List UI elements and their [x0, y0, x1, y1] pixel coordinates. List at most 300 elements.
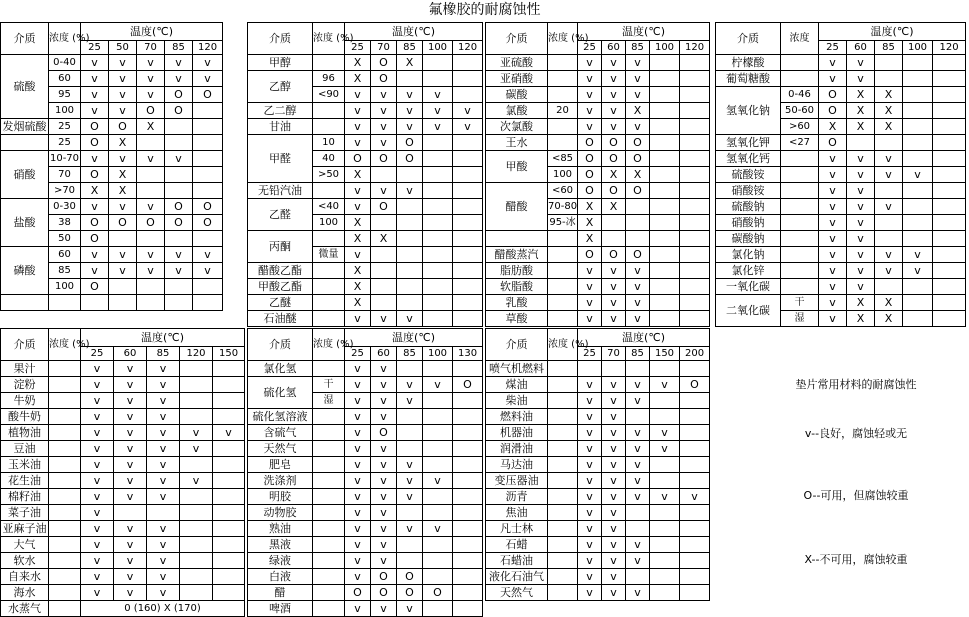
- rating-cell: [933, 215, 966, 231]
- rating-cell: v: [578, 409, 602, 425]
- rating-cell: v: [114, 585, 147, 601]
- rating-cell: [626, 361, 650, 377]
- concentration-value: [313, 103, 345, 119]
- rating-cell: v: [147, 361, 180, 377]
- rating-cell: [680, 103, 710, 119]
- table-row: [1, 553, 245, 569]
- corrosion-table-3: [485, 22, 710, 327]
- concentration-value: [49, 377, 81, 393]
- rating-cell: [453, 425, 483, 441]
- rating-cell: [180, 393, 213, 409]
- concentration-value: [313, 409, 345, 425]
- rating-cell: [453, 537, 483, 553]
- header-temp-2: 85: [147, 347, 180, 361]
- rating-cell: [933, 119, 966, 135]
- concentration-value: [548, 71, 578, 87]
- rating-cell: [165, 167, 193, 183]
- rating-cell: v: [137, 151, 165, 167]
- concentration-value: [49, 537, 81, 553]
- rating-cell: [680, 183, 710, 199]
- rating-cell: X: [847, 119, 875, 135]
- rating-cell: [397, 505, 423, 521]
- rating-cell: v: [371, 441, 397, 457]
- concentration-value: [548, 231, 578, 247]
- rating-cell: [165, 231, 193, 247]
- rating-cell: [453, 167, 483, 183]
- rating-cell: [147, 505, 180, 521]
- header-temp-4: 200: [680, 347, 710, 361]
- rating-cell: v: [147, 473, 180, 489]
- medium-name: 王水: [486, 135, 548, 151]
- rating-cell: v: [371, 601, 397, 617]
- rating-cell: v: [626, 585, 650, 601]
- concentration-value: 湿: [313, 393, 345, 409]
- table-row: [1, 135, 223, 151]
- rating-cell: v: [847, 263, 875, 279]
- medium-name: 大气: [1, 537, 49, 553]
- table-row: [1, 425, 245, 441]
- rating-cell: [933, 295, 966, 311]
- rating-cell: O: [371, 55, 397, 71]
- header-temp-4: 130: [453, 347, 483, 361]
- rating-cell: v: [602, 87, 626, 103]
- corrosion-table-1: [0, 22, 223, 311]
- rating-cell: v: [137, 55, 165, 71]
- rating-cell: [680, 457, 710, 473]
- rating-cell: [933, 199, 966, 215]
- table-row: [716, 87, 966, 103]
- medium-name: 柴油: [486, 393, 548, 409]
- medium-name: 硫化氢溶液: [248, 409, 313, 425]
- rating-cell: v: [345, 569, 371, 585]
- rating-cell: [114, 505, 147, 521]
- concentration-value: >60: [781, 119, 819, 135]
- table-row: [486, 103, 710, 119]
- rating-cell: [650, 135, 680, 151]
- header-concentration: 浓度 (%): [548, 23, 578, 55]
- concentration-value: 100: [49, 103, 81, 119]
- rating-cell: [137, 183, 165, 199]
- rating-cell: v: [371, 103, 397, 119]
- rating-cell: v: [371, 377, 397, 393]
- rating-cell: X: [602, 167, 626, 183]
- rating-cell: [81, 295, 109, 311]
- rating-cell: [137, 167, 165, 183]
- rating-cell: v: [180, 441, 213, 457]
- table-row: [716, 71, 966, 87]
- header-medium: 介质: [248, 329, 313, 361]
- concentration-value: [49, 553, 81, 569]
- rating-cell: v: [345, 489, 371, 505]
- header-temperature: 温度(℃): [345, 23, 483, 41]
- rating-cell: [453, 71, 483, 87]
- rating-cell: O: [193, 199, 223, 215]
- rating-cell: [423, 489, 453, 505]
- medium-name: 自来水: [1, 569, 49, 585]
- concentration-value: [49, 585, 81, 601]
- table-row: [716, 295, 966, 311]
- rating-cell: X: [345, 279, 371, 295]
- header-temperature: 温度(℃): [819, 23, 966, 41]
- rating-cell: v: [81, 489, 114, 505]
- rating-cell: v: [114, 521, 147, 537]
- concentration-value: [313, 553, 345, 569]
- table-row: [248, 505, 483, 521]
- rating-cell: [165, 183, 193, 199]
- medium-name: 黑液: [248, 537, 313, 553]
- rating-cell: v: [345, 377, 371, 393]
- concentration-value: [49, 473, 81, 489]
- rating-cell: v: [345, 601, 371, 617]
- header-temp-1: 60: [114, 347, 147, 361]
- rating-cell: [213, 457, 245, 473]
- medium-name: [1, 295, 49, 311]
- rating-cell: v: [81, 263, 109, 279]
- rating-cell: v: [819, 231, 847, 247]
- concentration-value: [313, 119, 345, 135]
- rating-cell: X: [847, 311, 875, 327]
- rating-cell: [423, 183, 453, 199]
- rating-cell: v: [578, 71, 602, 87]
- rating-cell: v: [903, 167, 933, 183]
- rating-cell: v: [626, 457, 650, 473]
- table-row: [1, 247, 223, 263]
- rating-cell: v: [114, 489, 147, 505]
- rating-cell: [193, 151, 223, 167]
- header-concentration: 浓度: [781, 23, 819, 55]
- concentration-value: [313, 489, 345, 505]
- rating-cell: v: [114, 457, 147, 473]
- header-concentration: 浓度 (%): [313, 329, 345, 361]
- medium-name: 机器油: [486, 425, 548, 441]
- concentration-value: [313, 473, 345, 489]
- medium-name: 硝酸钠: [716, 215, 781, 231]
- medium-name: 甲酸: [486, 151, 548, 183]
- concentration-value: <40: [313, 199, 345, 215]
- rating-cell: [453, 55, 483, 71]
- table-row: [248, 601, 483, 617]
- table-row: [716, 247, 966, 263]
- rating-cell: [680, 247, 710, 263]
- rating-cell: [453, 279, 483, 295]
- table-row: [248, 279, 483, 295]
- medium-name: 醋酸蒸汽: [486, 247, 548, 263]
- rating-cell: v: [578, 457, 602, 473]
- concentration-value: 干: [781, 295, 819, 311]
- rating-cell: [903, 215, 933, 231]
- rating-cell: [453, 553, 483, 569]
- rating-cell: [680, 151, 710, 167]
- rating-cell: O: [626, 183, 650, 199]
- table-row: [1, 199, 223, 215]
- concentration-value: [313, 311, 345, 327]
- rating-cell: X: [81, 183, 109, 199]
- legend: [744, 328, 968, 616]
- rating-cell: [109, 231, 137, 247]
- medium-name: 葡萄糖酸: [716, 71, 781, 87]
- rating-cell: [423, 167, 453, 183]
- rating-cell: v: [147, 409, 180, 425]
- rating-cell: v: [165, 151, 193, 167]
- rating-cell: O: [165, 215, 193, 231]
- rating-cell: v: [602, 409, 626, 425]
- rating-cell: v: [602, 103, 626, 119]
- rating-cell: v: [371, 361, 397, 377]
- rating-cell: [423, 601, 453, 617]
- rating-cell: X: [345, 263, 371, 279]
- medium-name: 玉米油: [1, 457, 49, 473]
- rating-cell: v: [81, 87, 109, 103]
- rating-cell: [903, 311, 933, 327]
- rating-cell: [650, 457, 680, 473]
- rating-cell: [180, 569, 213, 585]
- rating-cell: v: [819, 55, 847, 71]
- medium-name: 甲醇: [248, 55, 313, 71]
- rating-cell: v: [213, 425, 245, 441]
- concentration-value: [548, 569, 578, 585]
- rating-cell: [680, 311, 710, 327]
- header-temp-3: 100: [903, 41, 933, 55]
- rating-cell: v: [81, 569, 114, 585]
- rating-cell: v: [114, 537, 147, 553]
- medium-name: 氯化氢: [248, 361, 313, 377]
- rating-cell: v: [626, 393, 650, 409]
- rating-cell: [397, 167, 423, 183]
- rating-cell: v: [626, 537, 650, 553]
- medium-name: 凡士林: [486, 521, 548, 537]
- rating-cell: v: [109, 103, 137, 119]
- rating-cell: v: [397, 87, 423, 103]
- medium-name: 亚硝酸: [486, 71, 548, 87]
- table-row: [248, 311, 483, 327]
- rating-cell: [397, 247, 423, 263]
- rating-cell: [650, 585, 680, 601]
- rating-cell: [650, 361, 680, 377]
- medium-name: 硫酸: [1, 55, 49, 119]
- rating-cell: v: [847, 151, 875, 167]
- rating-cell: v: [397, 103, 423, 119]
- header-temp-2: 85: [875, 41, 903, 55]
- rating-cell: v: [423, 521, 453, 537]
- table-row: [486, 473, 710, 489]
- rating-cell: [650, 167, 680, 183]
- medium-name: 啤酒: [248, 601, 313, 617]
- medium-name: 软水: [1, 553, 49, 569]
- rating-cell: v: [137, 247, 165, 263]
- rating-cell: v: [847, 279, 875, 295]
- concentration-value: 100: [49, 279, 81, 295]
- rating-cell: [626, 521, 650, 537]
- rating-cell: [650, 295, 680, 311]
- rating-cell: X: [578, 231, 602, 247]
- rating-cell: [193, 231, 223, 247]
- rating-cell: [453, 489, 483, 505]
- rating-cell: [453, 87, 483, 103]
- medium-name: 煤油: [486, 377, 548, 393]
- rating-cell: v: [626, 263, 650, 279]
- rating-cell: v: [345, 553, 371, 569]
- rating-cell: [650, 553, 680, 569]
- rating-cell: v: [875, 167, 903, 183]
- table-row: [248, 263, 483, 279]
- rating-cell: [397, 537, 423, 553]
- concentration-value: [49, 489, 81, 505]
- rating-cell: [397, 279, 423, 295]
- rating-cell: [423, 425, 453, 441]
- table-row: [248, 553, 483, 569]
- table-row: [1, 537, 245, 553]
- rating-cell: v: [147, 377, 180, 393]
- rating-cell: O: [345, 585, 371, 601]
- medium-name: 乙醇: [248, 71, 313, 103]
- rating-cell: [213, 441, 245, 457]
- rating-cell: v: [847, 199, 875, 215]
- medium-name: 含硫气: [248, 425, 313, 441]
- rating-cell: v: [114, 393, 147, 409]
- medium-name: 液化石油气: [486, 569, 548, 585]
- rating-cell: v: [81, 441, 114, 457]
- rating-cell: [193, 103, 223, 119]
- rating-cell: [213, 521, 245, 537]
- rating-cell: v: [602, 55, 626, 71]
- rating-cell: [453, 441, 483, 457]
- concentration-value: [781, 279, 819, 295]
- table-row: [1, 489, 245, 505]
- rating-cell: v: [397, 393, 423, 409]
- medium-name: 乙二醇: [248, 103, 313, 119]
- header-temp-0: 25: [578, 347, 602, 361]
- medium-name: 二氧化碳: [716, 295, 781, 327]
- rating-cell: v: [345, 135, 371, 151]
- rating-cell: [180, 521, 213, 537]
- rating-cell: X: [875, 103, 903, 119]
- header-temp-3: 85: [165, 41, 193, 55]
- rating-cell: [602, 215, 626, 231]
- rating-cell: v: [81, 55, 109, 71]
- rating-cell: v: [345, 119, 371, 135]
- concentration-value: [548, 279, 578, 295]
- medium-name: 石蜡油: [486, 553, 548, 569]
- rating-cell: O: [137, 215, 165, 231]
- rating-cell: [371, 295, 397, 311]
- rating-cell: v: [819, 279, 847, 295]
- concentration-value: [548, 537, 578, 553]
- rating-cell: [423, 71, 453, 87]
- medium-name: 沥青: [486, 489, 548, 505]
- concentration-value: 0-30: [49, 199, 81, 215]
- rating-cell: v: [114, 377, 147, 393]
- table-row: [248, 473, 483, 489]
- rating-cell: O: [819, 103, 847, 119]
- rating-cell: O: [453, 377, 483, 393]
- rating-cell: v: [578, 295, 602, 311]
- rating-cell: [397, 71, 423, 87]
- header-concentration: 浓度 (%): [313, 23, 345, 55]
- rating-cell: [650, 311, 680, 327]
- rating-cell: [137, 295, 165, 311]
- rating-cell: O: [165, 199, 193, 215]
- medium-name: 醋酸: [486, 183, 548, 231]
- rating-cell: O: [345, 151, 371, 167]
- rating-cell: [423, 361, 453, 377]
- rating-cell: X: [345, 55, 371, 71]
- medium-name: 柠檬酸: [716, 55, 781, 71]
- medium-name: 硫酸铵: [716, 167, 781, 183]
- concentration-value: [49, 569, 81, 585]
- concentration-value: 25: [49, 135, 81, 151]
- medium-name: 草酸: [486, 311, 548, 327]
- rating-cell: O: [81, 135, 109, 151]
- rating-cell: v: [578, 377, 602, 393]
- rating-cell: [423, 457, 453, 473]
- table-row: [248, 409, 483, 425]
- table-row: [248, 489, 483, 505]
- rating-cell: [650, 247, 680, 263]
- rating-cell: [903, 119, 933, 135]
- rating-cell: O: [371, 71, 397, 87]
- header-temp-0: 25: [819, 41, 847, 55]
- concentration-value: <90: [313, 87, 345, 103]
- rating-cell: v: [81, 553, 114, 569]
- rating-cell: [180, 585, 213, 601]
- table-row: [248, 295, 483, 311]
- rating-cell: O: [819, 135, 847, 151]
- medium-name: 硫化氢: [248, 377, 313, 409]
- rating-cell: v: [81, 393, 114, 409]
- header-temperature: 温度(℃): [578, 329, 710, 347]
- rating-cell: [650, 183, 680, 199]
- rating-cell: [933, 279, 966, 295]
- rating-cell: [650, 409, 680, 425]
- rating-cell: [650, 55, 680, 71]
- concentration-value: [781, 231, 819, 247]
- table-row: [1, 119, 223, 135]
- rating-cell: [423, 135, 453, 151]
- header-temp-1: 70: [602, 347, 626, 361]
- rating-cell: [626, 409, 650, 425]
- rating-cell: v: [819, 151, 847, 167]
- corrosion-table-2: [247, 22, 483, 327]
- concentration-value: [781, 55, 819, 71]
- rating-cell: v: [602, 377, 626, 393]
- concentration-value: [548, 441, 578, 457]
- rating-cell: X: [578, 199, 602, 215]
- table-row: [248, 425, 483, 441]
- rating-cell: v: [626, 553, 650, 569]
- rating-cell: [903, 151, 933, 167]
- rating-cell: v: [165, 263, 193, 279]
- header-temp-0: 25: [81, 41, 109, 55]
- rating-cell: X: [345, 231, 371, 247]
- table-row: [486, 393, 710, 409]
- rating-cell: v: [137, 263, 165, 279]
- rating-cell: v: [81, 505, 114, 521]
- concentration-value: [548, 311, 578, 327]
- rating-cell: v: [193, 263, 223, 279]
- rating-cell: [397, 231, 423, 247]
- rating-cell: v: [165, 247, 193, 263]
- rating-cell: [453, 393, 483, 409]
- table-row: [486, 489, 710, 505]
- legend-title: 垫片常用材料的耐腐蚀性: [795, 378, 917, 391]
- table-row: [1, 377, 245, 393]
- rating-cell: v: [109, 247, 137, 263]
- rating-cell: O: [371, 199, 397, 215]
- rating-cell: [453, 569, 483, 585]
- rating-cell: v: [397, 457, 423, 473]
- concentration-value: [548, 135, 578, 151]
- rating-cell: v: [397, 119, 423, 135]
